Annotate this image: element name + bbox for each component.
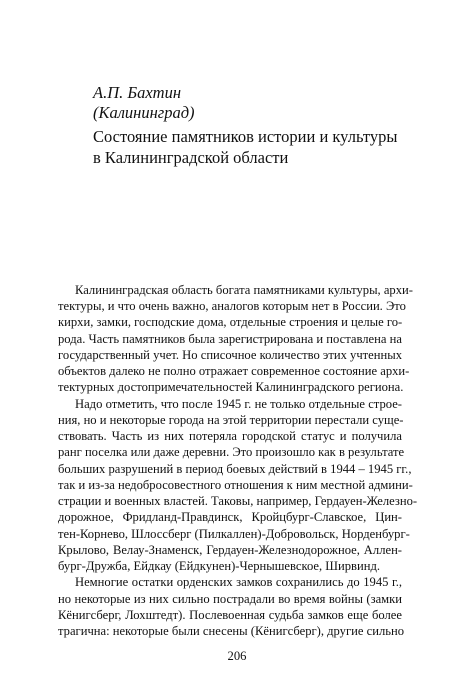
body-line: бург-Дружба, Ейдкау (Ейдкунен)-Чернышевское, Ширвинд. bbox=[58, 559, 381, 573]
body-line: Надо отметить, что после 1945 г. не только отдельные строе- bbox=[75, 397, 402, 411]
body-line: тен-Корнево, Шлоссберг (Пилкаллен)-Добровольск, Норденбург- bbox=[58, 527, 410, 541]
body-line: страции и военных властей. Таковы, например, Гердауен-Железно- bbox=[58, 494, 418, 508]
body-line: тектуры, и что очень важно, аналогов которым нет в России. Это bbox=[58, 299, 406, 313]
body-line: ствовать. Часть из них потеряла городской статус и получила bbox=[58, 429, 402, 443]
body-line: Крылово, Велау-Знаменск, Гердауен-Железнодорожное, Аллен- bbox=[58, 543, 402, 557]
body-line: больших разрушений в период боевых действий в 1944 – 1945 гг., bbox=[58, 462, 412, 476]
body-line: тектурных достопримечательностей Калининградского региона. bbox=[58, 380, 404, 394]
article-title-line-2: в Калининградской области bbox=[93, 148, 289, 167]
body-line: объектов далеко не полно отражает современное состояние архи- bbox=[58, 364, 410, 378]
author-name: А.П. Бахтин bbox=[93, 83, 182, 102]
body-line: трагична: некоторые были снесены (Кёнигсберг), другие сильно bbox=[58, 624, 405, 638]
author-city: (Калининград) bbox=[93, 103, 195, 122]
body-line: ния, но и некоторые города на этой территории перестали суще- bbox=[58, 413, 404, 427]
body-line: Немногие остатки орденских замков сохранились до 1945 г., bbox=[75, 575, 402, 589]
page-number: 206 bbox=[227, 649, 247, 663]
body-line: но некоторые из них сильно пострадали во время войны (замки bbox=[58, 592, 402, 606]
body-line: дорожное, Фридланд-Правдинск, Кройцбург-Славское, Цин- bbox=[58, 510, 402, 524]
body-line: кирхи, замки, господские дома, отдельные строения и целые го- bbox=[58, 315, 403, 329]
body-line: рода. Часть памятников была зарегистрирована и поставлена на bbox=[58, 332, 402, 346]
body-line: государственный учет. Но списочное количество этих учтенных bbox=[58, 348, 402, 362]
article-title-line-1: Состояние памятников истории и культуры bbox=[93, 127, 398, 146]
body-line: так и из-за недобросовестного отношения к ним местной админи- bbox=[58, 478, 413, 492]
body-line: Кёнигсберг, Лохштедт). Послевоенная судьба замков еще более bbox=[58, 608, 402, 622]
body-line: Калининградская область богата памятниками культуры, архи- bbox=[75, 283, 413, 297]
body-line: ранг поселка или даже деревни. Это произошло как в результате bbox=[58, 445, 405, 459]
